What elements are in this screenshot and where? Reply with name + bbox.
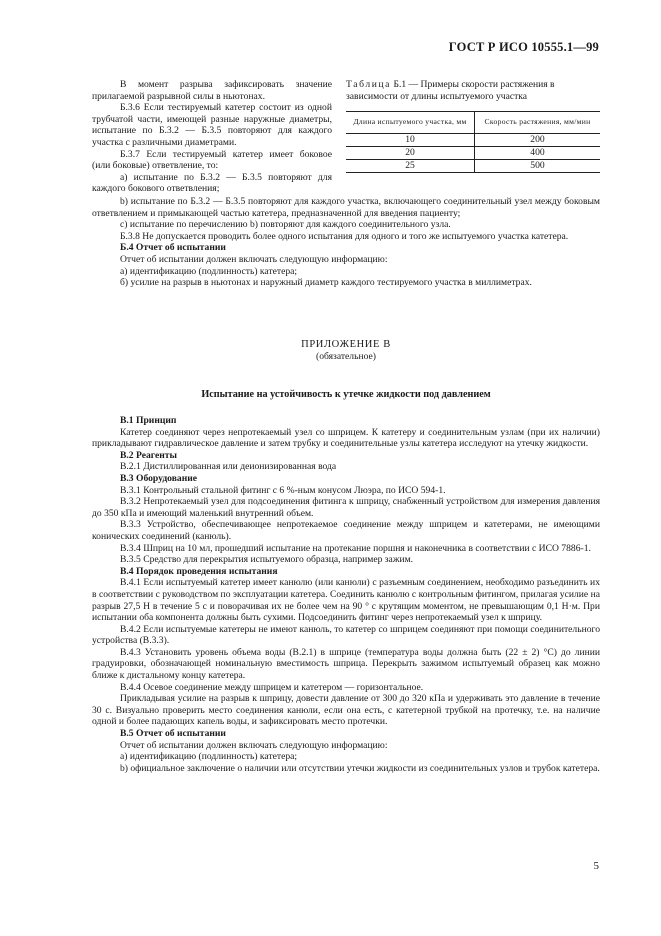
list-item: b) официальное заключение о наличии или отсутствии утечки жидкости из соединительных узлов и трубок катетера. bbox=[120, 762, 600, 774]
table-header-speed: Скорость растяжения, мм/мин bbox=[475, 112, 601, 134]
table-caption-word: Таблица bbox=[346, 79, 392, 90]
section-b-continued bbox=[92, 196, 600, 289]
table-row bbox=[346, 159, 600, 172]
section-heading: В.5 Отчет об испытании bbox=[120, 728, 226, 740]
paragraph: b) испытание по Б.3.2 — Б.3.5 повторяют для каждого участка, включающего соединительный узел между боковым ответвлением и примыкающей частью катетера, предназначенной для введения пациенту; bbox=[92, 196, 600, 219]
table-row bbox=[346, 146, 600, 159]
table-caption-text: Б.1 — Примеры скорости растяжения в зависимости от длины испытуемого участка bbox=[346, 79, 555, 102]
speed-table bbox=[346, 111, 600, 173]
table-caption bbox=[346, 79, 600, 102]
left-column bbox=[92, 79, 332, 195]
paragraph: В.4.3 Установить уровень объема воды (В.2.1) в шприце (температура воды должна быть (22 ± 2) °С) до линии градуировки, обозначающей номинальную вместимость шприца. Перекрыть зажимом испытуемый образец как можно ближе к дистальному концу катетера. bbox=[92, 646, 600, 682]
appendix-title: Испытание на устойчивость к утечке жидкости под давлением bbox=[201, 389, 491, 400]
appendix-heading bbox=[92, 339, 600, 363]
paragraph: Б.3.7 Если тестируемый катетер имеет боковое (или боковые) ответвление, то: bbox=[92, 148, 332, 172]
page-number: 5 bbox=[593, 860, 599, 872]
section-heading: Б.4 Отчет об испытании bbox=[120, 242, 226, 254]
paragraph: Отчет об испытании должен включать следующую информацию: bbox=[120, 253, 388, 265]
table-cell: 10 bbox=[346, 133, 475, 146]
section-heading: В.1 Принцип bbox=[120, 415, 177, 426]
section-heading: В.4 Порядок проведения испытания bbox=[120, 565, 278, 577]
appendix-body bbox=[92, 415, 600, 774]
paragraph: Б.3.6 Если тестируемый катетер состоит из одной трубчатой части, имеющей разные наружные диаметры, испытание по Б.3.2 — Б.3.5 повторяют для каждого участка с различными диаметрами. bbox=[92, 102, 332, 148]
table-header-length: Длина испытуемого участка, мм bbox=[346, 112, 475, 134]
table-cell: 20 bbox=[346, 146, 475, 159]
table-block bbox=[346, 79, 600, 173]
table-cell: 25 bbox=[346, 159, 475, 172]
table-cell: 400 bbox=[475, 146, 601, 159]
paragraph: Отчет об испытании должен включать следующую информацию: bbox=[120, 739, 388, 751]
appendix-label: ПРИЛОЖЕНИЕ В bbox=[301, 339, 391, 350]
paragraph: В.4.4 Осевое соединение между шприцем и катетером — горизонтальное. bbox=[120, 681, 424, 693]
list-item: а) идентификацию (подлинность) катетера; bbox=[120, 265, 298, 277]
table-cell: 200 bbox=[475, 133, 601, 146]
appendix-status: (обязательное) bbox=[316, 351, 376, 362]
paragraph: В.3.3 Устройство, обеспечивающее непротекаемое соединение между шприцем и катетерами, не имеющими конических соединений (канюль). bbox=[92, 519, 600, 542]
paragraph: Б.3.8 Не допускается проводить более одного испытания для одного и того же испытуемого участка катетера. bbox=[120, 230, 569, 242]
paragraph: Катетер соединяют через непротекаемый узел со шприцем. К катетеру и соединительным узлам (при их наличии) прикладывают гидравлическое давление и затем трубку и соединительные узлы катетера исследуют на утечку жидкости. bbox=[92, 426, 600, 450]
table-cell: 500 bbox=[475, 159, 601, 172]
paragraph: Прикладывая усилие на разрыв к шприцу, довести давление от 300 до 320 кПа и удерживать это давление в течение 30 с. Визуально проверить место соединения канюли, если она есть, с катетерной трубкой на протечку, т.е. на наличие одной и более падающих капель воды, и зафиксировать место протечки. bbox=[92, 693, 600, 728]
document-header-id: ГОСТ Р ИСО 10555.1—99 bbox=[448, 40, 599, 54]
paragraph: В.4.1 Если испытуемый катетер имеет канюлю (или канюли) с разъемным соединением, необходимо разъединить их в соответствии с руководством по эксплуатации катетера. Соединить канюлю с контрольным фитингом, прилагая усилие на разрыв 27,5 Н в течение 5 с и поворачивая их не более чем на 90 ° с крутящим моментом, не превышающим 0,1 Н·м. При испытании оба компонента должны быть сухими. Подсоединить фитинг через непротекаемый узел к шприцу. bbox=[92, 577, 600, 624]
paragraph: В.3.2 Непротекаемый узел для подсоединения фитинга к шприцу, снабженный устройством для измерения давления до 350 кПа и имеющий маленький внутренний объем. bbox=[92, 496, 600, 519]
paragraph: В.2.1 Дистиллированная или деионизированная вода bbox=[120, 461, 337, 473]
paragraph: В.4.2 Если испытуемые катетеры не имеют канюль, то катетер со шприцем соединяют при помощи соединительного устройства (В.3.3). bbox=[92, 623, 600, 647]
list-item: б) усилие на разрыв в ньютонах и наружный диаметр каждого тестируемого участка в миллиметрах. bbox=[120, 277, 532, 289]
paragraph: а) испытание по Б.3.2 — Б.3.5 повторяют для каждого бокового ответвления; bbox=[92, 171, 332, 195]
paragraph: c) испытание по перечислению b) повторяют для каждого соединительного узла. bbox=[120, 219, 451, 231]
paragraph: В.3.4 Шприц на 10 мл, прошедший испытание на протекание поршня и наконечника в соответствии с ИСО 7886-1. bbox=[120, 542, 591, 554]
table-row bbox=[346, 133, 600, 146]
paragraph: В момент разрыва зафиксировать значение прилагаемой разрывной силы в ньютонах. bbox=[92, 79, 332, 102]
paragraph: В.3.5 Средство для перекрытия испытуемого образца, например зажим. bbox=[120, 554, 414, 566]
section-heading: В.2 Реагенты bbox=[120, 449, 178, 461]
section-heading: В.3 Оборудование bbox=[120, 472, 198, 484]
list-item: а) идентификацию (подлинность) катетера; bbox=[120, 751, 298, 763]
paragraph: В.3.1 Контрольный стальной фитинг с 6 %-ным конусом Люэра, по ИСО 594-1. bbox=[120, 484, 446, 496]
